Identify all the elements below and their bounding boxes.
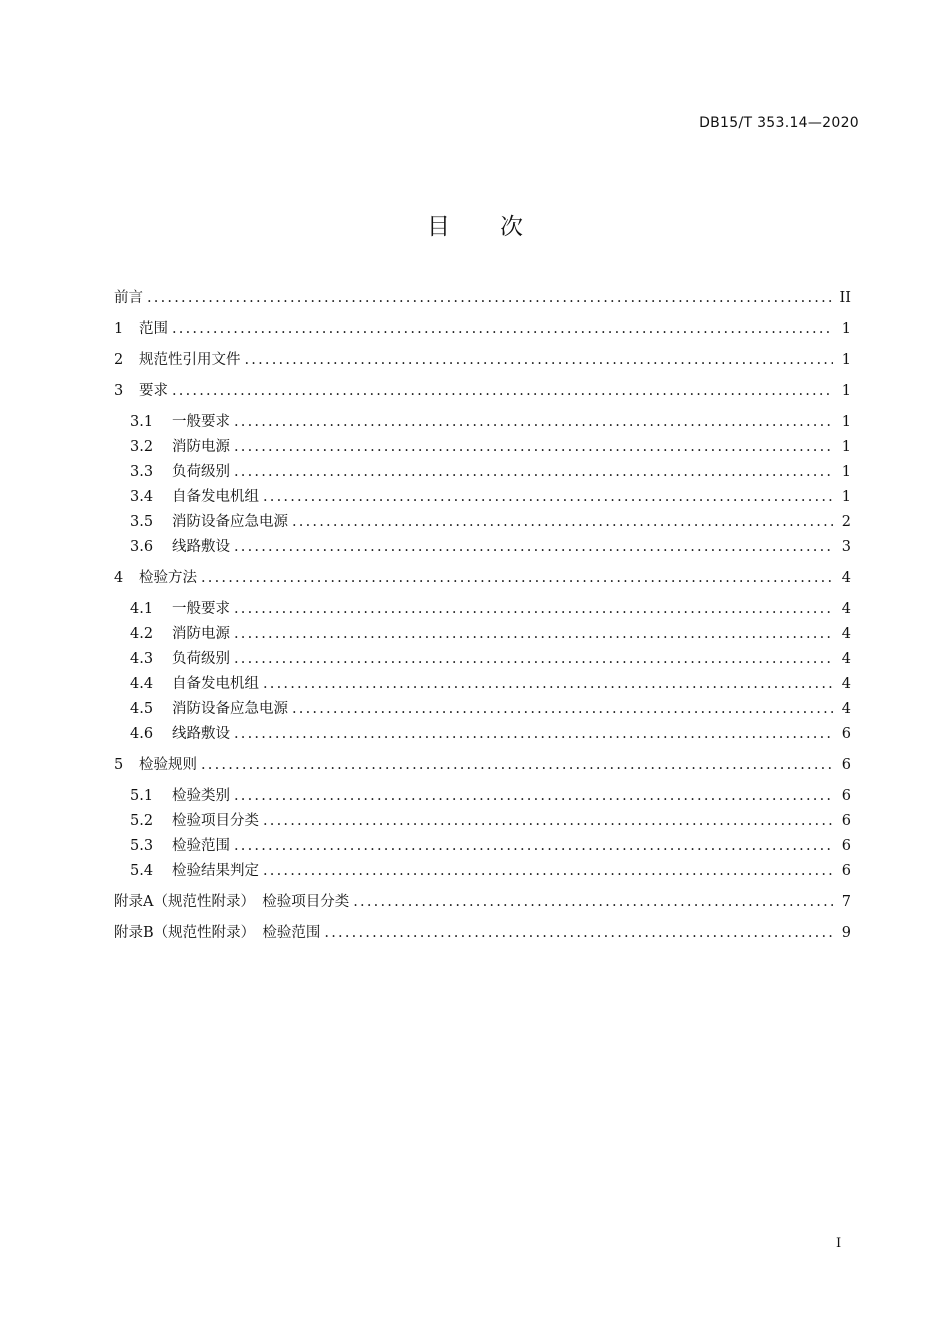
toc-entry-5[interactable] xyxy=(114,754,851,776)
toc-entry-label: 消防电源 xyxy=(172,626,230,642)
toc-entry-label: 检验结果判定 xyxy=(172,863,259,879)
toc-entry-number: 3.5 xyxy=(130,514,154,530)
toc-entry-3-6[interactable] xyxy=(114,536,851,558)
toc-entry-page: 1 xyxy=(841,352,851,368)
toc-entry-number: 4.1 xyxy=(130,601,154,617)
toc-entry-number: 3.1 xyxy=(130,414,154,430)
toc-entry-page: 7 xyxy=(841,894,851,910)
toc-entry-page: 4 xyxy=(841,601,851,617)
toc-leader-dots xyxy=(263,860,833,882)
toc-entry-number: 5.4 xyxy=(130,863,154,879)
toc-entry-5-3[interactable] xyxy=(114,835,851,857)
page-number: I xyxy=(836,1236,842,1251)
toc-entry-number: 3.4 xyxy=(130,489,154,505)
toc-leader-dots xyxy=(292,511,833,533)
toc-entry-label: 一般要求 xyxy=(172,414,230,430)
toc-leader-dots xyxy=(234,835,833,857)
toc-entry-number: 5 xyxy=(114,757,124,773)
toc-entry-foreword[interactable] xyxy=(114,287,851,309)
toc-entry-3-1[interactable] xyxy=(114,411,851,433)
toc-entry-label: 负荷级别 xyxy=(172,464,230,480)
toc-entry-page: 6 xyxy=(841,726,851,742)
toc-entry-4-2[interactable] xyxy=(114,623,851,645)
toc-entry-label: 负荷级别 xyxy=(172,651,230,667)
toc-entry-number: 5.3 xyxy=(130,838,154,854)
toc-leader-dots xyxy=(353,891,833,913)
toc-entry-label: 自备发电机组 xyxy=(172,676,259,692)
toc-entry-page: 1 xyxy=(841,321,851,337)
toc-entry-page: II xyxy=(839,290,851,306)
toc-entry-page: 4 xyxy=(841,570,851,586)
page-title: 目次 xyxy=(427,214,573,240)
toc-entry-label: 线路敷设 xyxy=(172,539,230,555)
toc-leader-dots xyxy=(234,648,833,670)
toc-entry-label: 检验项目分类 xyxy=(172,813,259,829)
toc-entry-page: 9 xyxy=(841,925,851,941)
toc-entry-label: 消防电源 xyxy=(172,439,230,455)
document-code: DB15/T 353.14—2020 xyxy=(699,115,859,131)
toc-entry-4-4[interactable] xyxy=(114,673,851,695)
toc-entry-page: 4 xyxy=(841,626,851,642)
toc-entry-3-3[interactable] xyxy=(114,461,851,483)
toc-entry-label: 附录A（规范性附录） 检验项目分类 xyxy=(114,894,350,910)
toc-leader-dots xyxy=(201,567,833,589)
toc-entry-label: 检验范围 xyxy=(172,838,230,854)
toc-entry-page: 4 xyxy=(841,701,851,717)
toc-entry-label: 检验类别 xyxy=(172,788,230,804)
toc-entry-page: 4 xyxy=(841,676,851,692)
toc-entry-label: 范围 xyxy=(139,321,168,337)
toc-leader-dots xyxy=(263,673,833,695)
toc-entry-page: 2 xyxy=(841,514,851,530)
toc-leader-dots xyxy=(234,785,833,807)
toc-entry-label: 要求 xyxy=(139,383,168,399)
toc-entry-page: 3 xyxy=(841,539,851,555)
toc-leader-dots xyxy=(292,698,833,720)
toc-entry-appendix-b[interactable] xyxy=(114,922,851,944)
toc-entry-label: 线路敷设 xyxy=(172,726,230,742)
toc-entry-label: 消防设备应急电源 xyxy=(172,514,288,530)
toc-entry-number: 4.3 xyxy=(130,651,154,667)
toc-leader-dots xyxy=(234,461,833,483)
toc-entry-label: 检验方法 xyxy=(139,570,197,586)
toc-entry-page: 6 xyxy=(841,788,851,804)
toc-entry-4[interactable] xyxy=(114,567,851,589)
toc-leader-dots xyxy=(234,436,833,458)
toc-entry-4-1[interactable] xyxy=(114,598,851,620)
toc-entry-1[interactable] xyxy=(114,318,851,340)
toc-entry-4-5[interactable] xyxy=(114,698,851,720)
toc-entry-page: 6 xyxy=(841,838,851,854)
toc-entry-3-2[interactable] xyxy=(114,436,851,458)
toc-entry-number: 2 xyxy=(114,352,124,368)
toc-entry-page: 6 xyxy=(841,813,851,829)
toc-leader-dots xyxy=(147,287,833,309)
toc-leader-dots xyxy=(234,598,833,620)
toc-entry-page: 1 xyxy=(841,464,851,480)
toc-entry-number: 4.2 xyxy=(130,626,154,642)
toc-leader-dots xyxy=(263,486,833,508)
toc-entry-3-5[interactable] xyxy=(114,511,851,533)
toc-leader-dots xyxy=(234,623,833,645)
toc-leader-dots xyxy=(201,754,833,776)
toc-entry-number: 5.1 xyxy=(130,788,154,804)
toc-entry-5-2[interactable] xyxy=(114,810,851,832)
toc-entry-page: 1 xyxy=(841,439,851,455)
toc-entry-label: 自备发电机组 xyxy=(172,489,259,505)
toc-entry-number: 1 xyxy=(114,321,124,337)
toc-entry-page: 4 xyxy=(841,651,851,667)
toc-entry-4-6[interactable] xyxy=(114,723,851,745)
toc-leader-dots xyxy=(263,810,833,832)
toc-entry-label: 检验规则 xyxy=(139,757,197,773)
toc-leader-dots xyxy=(234,536,833,558)
toc-entry-number: 4.6 xyxy=(130,726,154,742)
toc-entry-appendix-a[interactable] xyxy=(114,891,851,913)
toc-entry-label: 前言 xyxy=(114,290,143,306)
toc-leader-dots xyxy=(234,411,833,433)
toc-entry-5-1[interactable] xyxy=(114,785,851,807)
toc-entry-page: 6 xyxy=(841,757,851,773)
toc-entry-2[interactable] xyxy=(114,349,851,371)
toc-leader-dots xyxy=(234,723,833,745)
toc-entry-number: 3 xyxy=(114,383,124,399)
toc-entry-number: 4.5 xyxy=(130,701,154,717)
toc-leader-dots xyxy=(324,922,833,944)
toc-entry-number: 3.3 xyxy=(130,464,154,480)
toc-entry-number: 4 xyxy=(114,570,124,586)
toc-entry-label: 附录B（规范性附录） 检验范围 xyxy=(114,925,321,941)
toc-entry-page: 1 xyxy=(841,414,851,430)
toc-entry-3-4[interactable] xyxy=(114,486,851,508)
toc-entry-number: 3.6 xyxy=(130,539,154,555)
toc-leader-dots xyxy=(245,349,834,371)
toc-entry-page: 1 xyxy=(841,383,851,399)
toc-entry-label: 规范性引用文件 xyxy=(139,352,241,368)
toc-entry-page: 6 xyxy=(841,863,851,879)
toc-entry-label: 一般要求 xyxy=(172,601,230,617)
toc-entry-5-4[interactable] xyxy=(114,860,851,882)
toc-entry-number: 4.4 xyxy=(130,676,154,692)
toc-entry-page: 1 xyxy=(841,489,851,505)
toc-entry-number: 5.2 xyxy=(130,813,154,829)
toc-leader-dots xyxy=(172,380,833,402)
toc-entry-3[interactable] xyxy=(114,380,851,402)
toc-leader-dots xyxy=(172,318,833,340)
toc-entry-number: 3.2 xyxy=(130,439,154,455)
toc-entry-label: 消防设备应急电源 xyxy=(172,701,288,717)
toc-entry-4-3[interactable] xyxy=(114,648,851,670)
